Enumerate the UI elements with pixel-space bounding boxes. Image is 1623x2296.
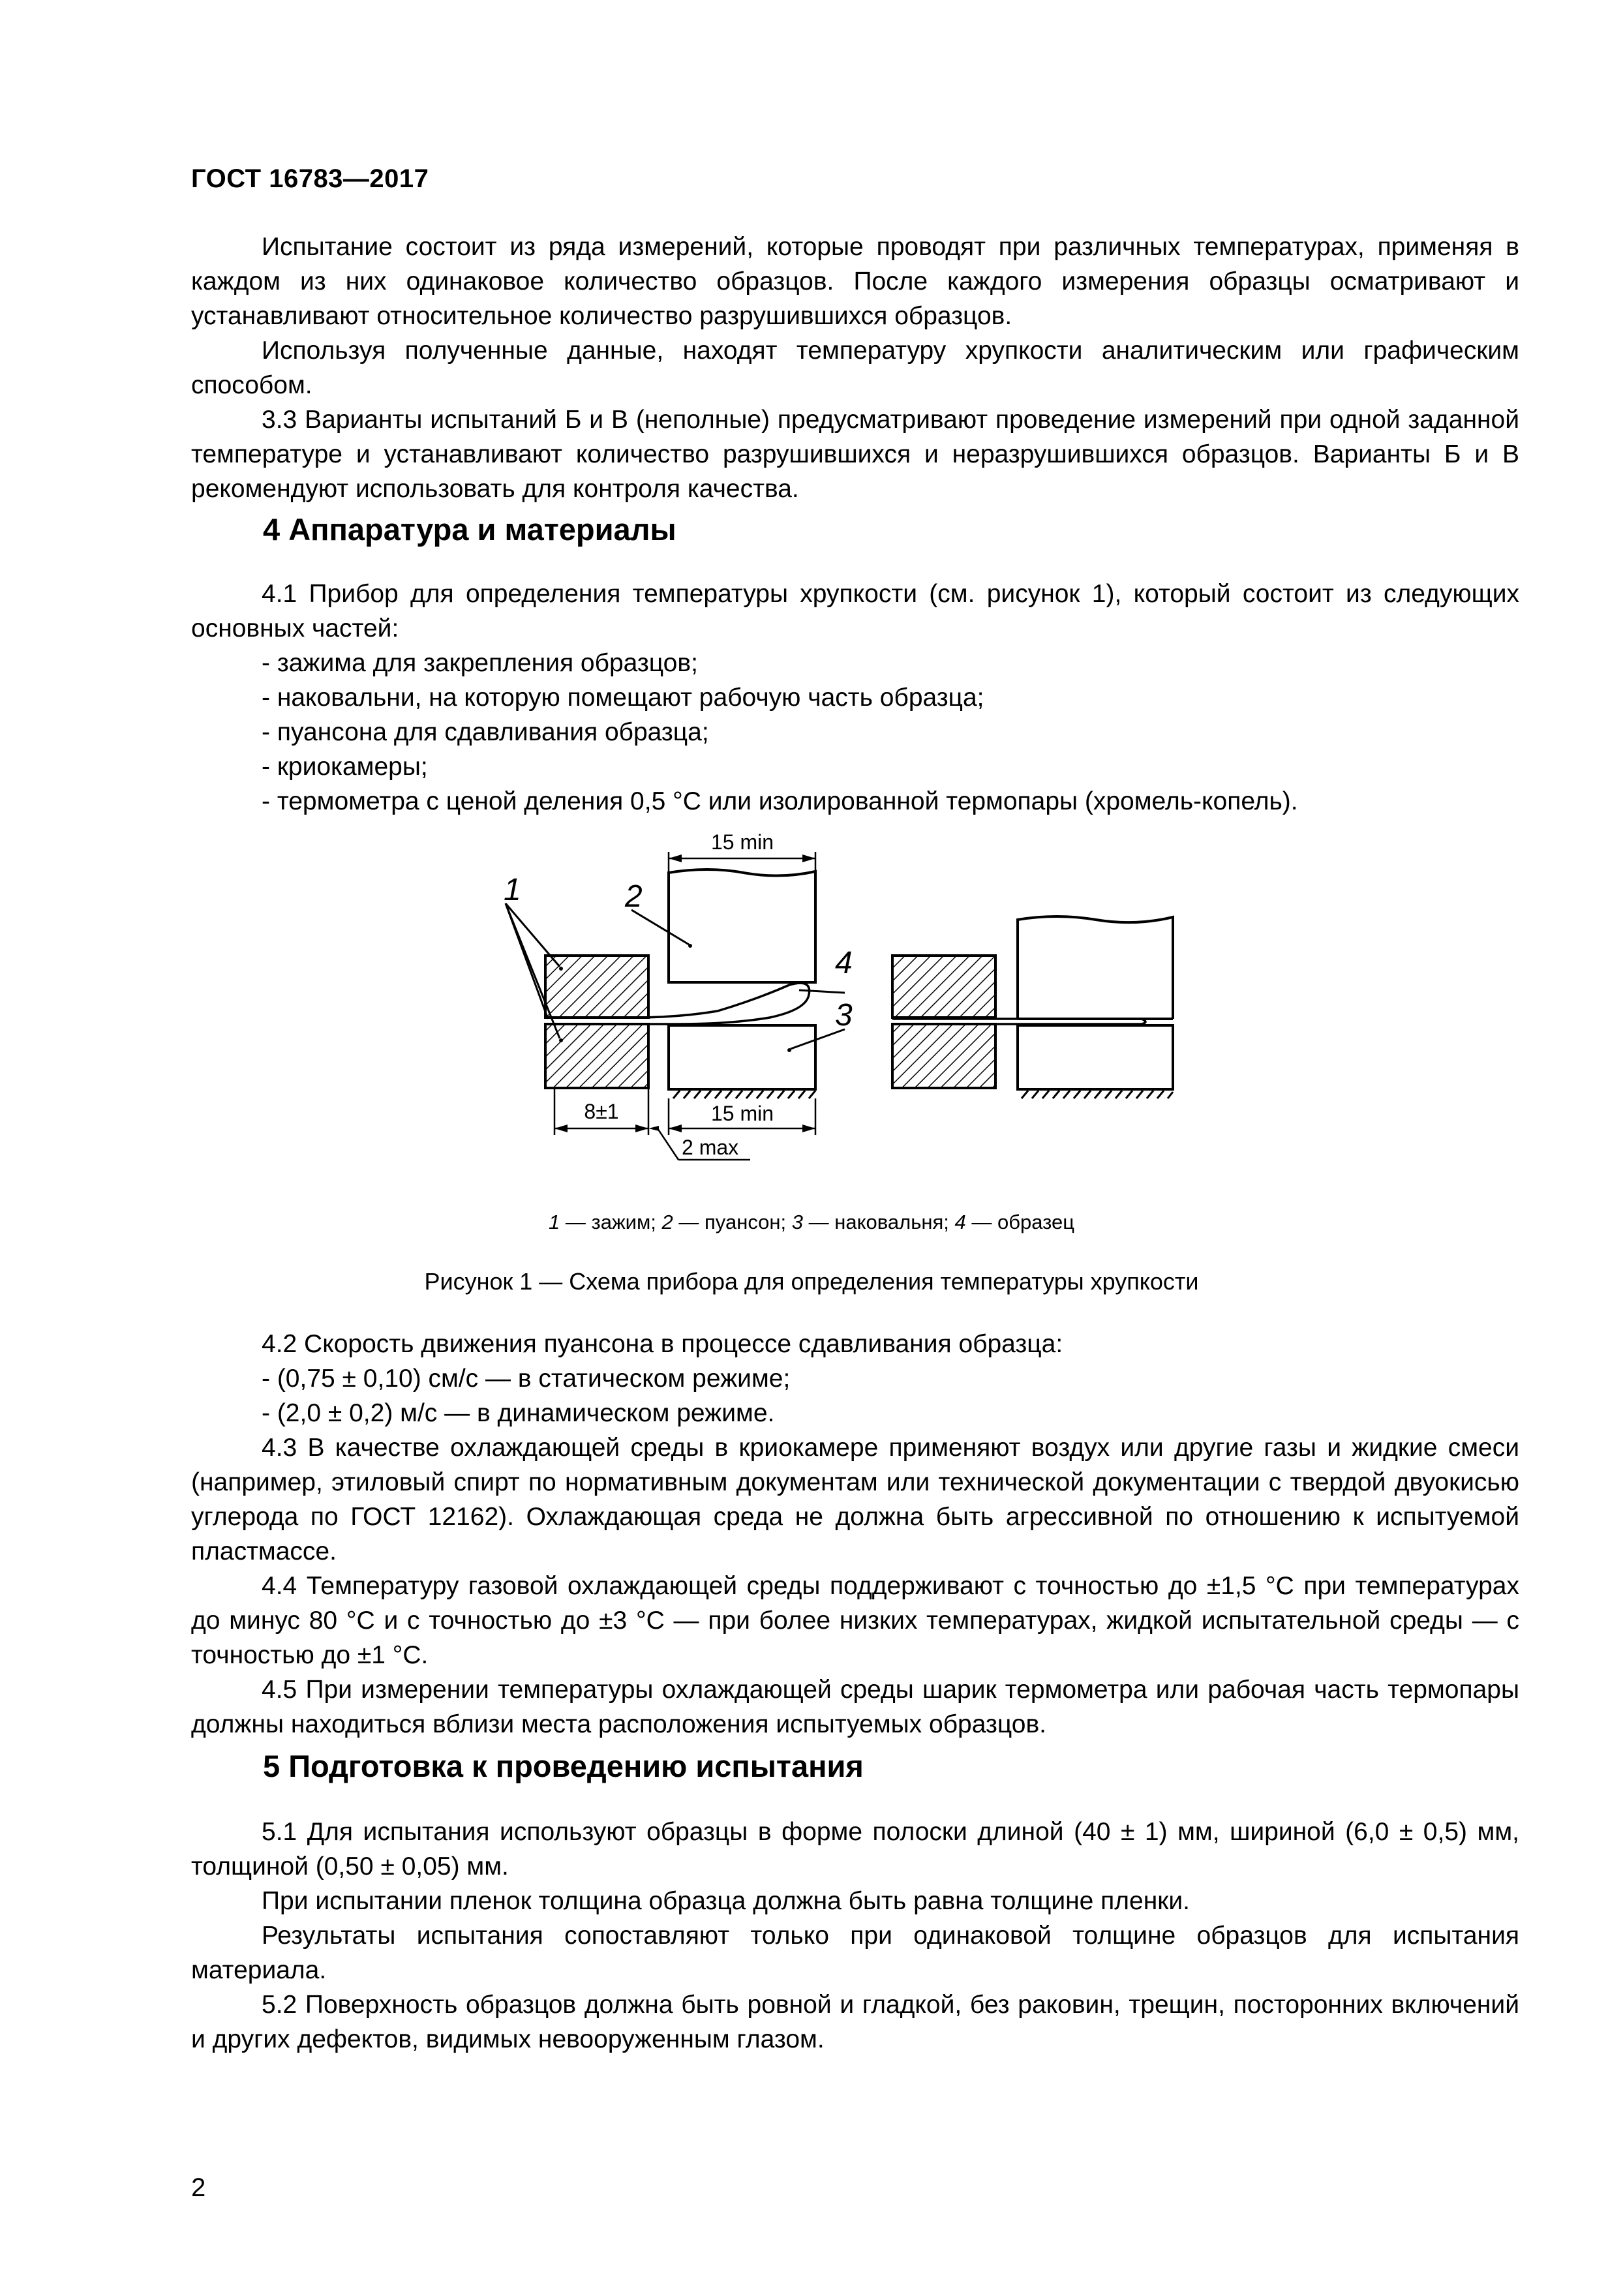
dimension-clamp-length: 8±1	[584, 1100, 619, 1123]
label-punch: 2	[625, 879, 643, 914]
clause-3-3: 3.3 Варианты испытаний Б и В (неполные) предусматривают проведение измерений при одной заданной температуре и устанавливают количество разрушившихся и неразрушившихся образцов. Варианты Б и В рекомендуют использовать для контроля качества.	[191, 406, 1519, 503]
clamp-lower-jaw-right	[892, 1024, 995, 1088]
dimension-anvil-width: 15 min	[710, 1102, 774, 1125]
label-specimen: 4	[835, 946, 853, 980]
anvil-right	[1018, 1025, 1173, 1089]
list-item: - (2,0 ± 0,2) м/с — в динамическом режиме.	[262, 1399, 775, 1427]
clause-4-4: 4.4 Температуру газовой охлаждающей среды поддерживают с точностью до ±1,5 °С при температурах до минус 80 °С и с точностью до ±3 °С — при более низких температурах, жидкой испытательной среды — с точностью до ±1 °С.	[191, 1572, 1519, 1669]
legend-key: 1	[549, 1211, 560, 1233]
intro-paragraph-2: Используя полученные данные, находят температуру хрупкости аналитическим или графическим способом.	[191, 337, 1519, 399]
figure-legend	[0, 1211, 1623, 1234]
legend-value: — пуансон;	[673, 1211, 792, 1233]
intro-block	[191, 230, 1519, 506]
list-item: - зажима для закрепления образцов;	[262, 649, 698, 677]
specimen-straight	[892, 1019, 1145, 1024]
list-item: - пуансона для сдавливания образца;	[262, 718, 709, 746]
clamp-upper-jaw-right	[892, 956, 995, 1018]
legend-key: 3	[791, 1211, 804, 1233]
clause-5-2: 5.2 Поверхность образцов должна быть ровной и гладкой, без раковин, трещин, посторонних включений и других дефектов, видимых невооруженным глазом.	[191, 1991, 1519, 2053]
label-clamp: 1	[504, 873, 521, 907]
legend-value: — наковальня;	[803, 1211, 955, 1233]
label-anvil: 3	[835, 998, 853, 1033]
intro-paragraph-1: Испытание состоит из ряда измерений, которые проводят при различных температурах, применяя в каждом из них одинаковое количество образцов. После каждого измерения образцы осматривают и устанавливают относительное количество разрушившихся образцов.	[191, 233, 1519, 330]
clamp-lower-jaw	[545, 1024, 648, 1088]
punch	[669, 869, 815, 982]
anvil	[669, 1025, 815, 1089]
dimension-gap: 2 max	[682, 1136, 739, 1159]
clause-4-3: 4.3 В качестве охлаждающей среды в криокамере применяют воздух или другие газы и жидкие смеси (например, этиловый спирт по нормативным документам или технической документации с твердой двуокисью углерода по ГОСТ 12162). Охлаждающая среда не должна быть агрессивной по отношению к испытуемой пластмассе.	[191, 1434, 1519, 1565]
figure-title: Рисунок 1 — Схема прибора для определения температуры хрупкости	[424, 1268, 1199, 1295]
page-number: 2	[191, 2173, 206, 2202]
section-5-heading: 5 Подготовка к проведению испытания	[263, 1749, 864, 1783]
legend-value: — зажим;	[560, 1211, 662, 1233]
clause-5-1-films: При испытании пленок толщина образца должна быть равна толщине пленки.	[262, 1887, 1190, 1915]
list-item: - наковальни, на которую помещают рабочую часть образца;	[262, 684, 984, 712]
clause-5-1-comparison: Результаты испытания сопоставляют только при одинаковой толщине образцов для испытания материала.	[191, 1922, 1519, 1984]
dimension-punch-width: 15 min	[710, 830, 774, 854]
anvil-base-hatch	[673, 1091, 815, 1098]
section-4-body	[191, 577, 1519, 819]
list-item: - термометра с ценой деления 0,5 °С или изолированной термопары (хромель-копель).	[262, 787, 1298, 815]
document-id-header: ГОСТ 16783—2017	[191, 164, 429, 193]
legend-key: 2	[661, 1211, 673, 1233]
clause-4-1: 4.1 Прибор для определения температуры хрупкости (см. рисунок 1), который состоит из следующих основных частей:	[191, 580, 1519, 642]
list-item: - (0,75 ± 0,10) см/с — в статическом режиме;	[262, 1365, 791, 1393]
section-4-heading: 4 Аппаратура и материалы	[263, 512, 676, 547]
section-5-body	[191, 1815, 1519, 2057]
anvil-base-hatch-right	[1022, 1091, 1173, 1098]
apparatus-diagram	[483, 822, 1187, 1187]
clamp-upper-jaw	[545, 956, 648, 1018]
clause-4-5: 4.5 При измерении температуры охлаждающей среды шарик термометра или рабочая часть термопары должны находиться вблизи места расположения испытуемых образцов.	[191, 1676, 1519, 1738]
list-item: - криокамеры;	[262, 753, 428, 781]
clause-4-2: 4.2 Скорость движения пуансона в процессе сдавливания образца:	[262, 1330, 1063, 1358]
punch-right	[1018, 916, 1173, 1019]
clause-5-1: 5.1 Для испытания используют образцы в форме полоски длиной (40 ± 1) мм, шириной (6,0 ± 0,5) мм, толщиной (0,50 ± 0,05) мм.	[191, 1818, 1519, 1881]
section-4-continued	[191, 1327, 1519, 1742]
legend-value: — образец	[965, 1211, 1074, 1233]
legend-key: 4	[954, 1211, 966, 1233]
